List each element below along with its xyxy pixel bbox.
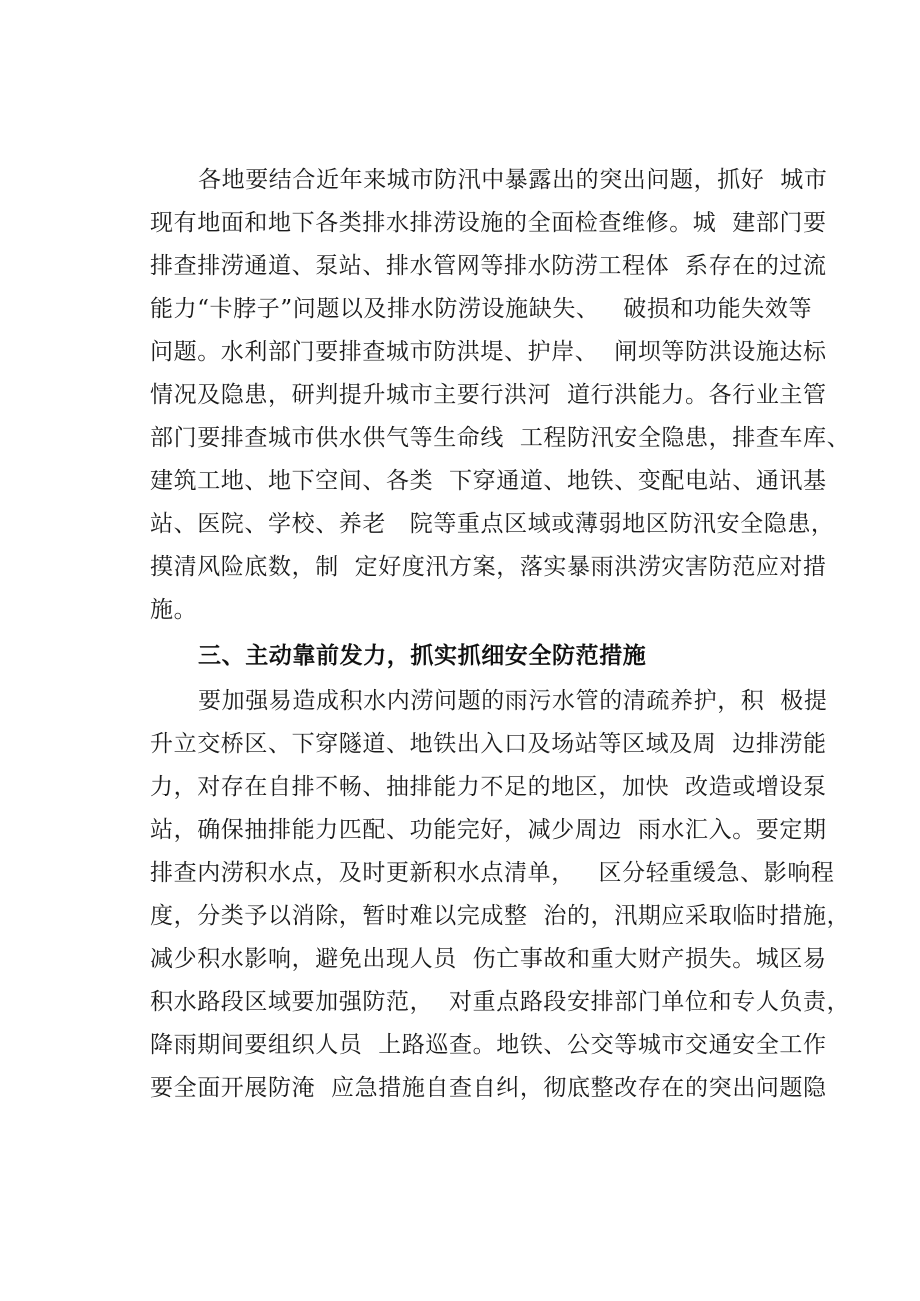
paragraph2-line-5: 排查内涝积水点，及时更新积水点清单， 区分轻重缓急、影响程 xyxy=(150,860,835,886)
paragraph2-line-8: 积水路段区域要加强防范， 对重点路段安排部门单位和专人负责， xyxy=(150,989,851,1015)
paragraph1-line-5: 问题。水利部门要排查城市防洪堤、护岸、 闸坝等防洪设施达标 xyxy=(150,339,827,365)
paragraph1-line-7: 部门要排查城市供水供气等生命线 工程防汛安全隐患，排查车库、 xyxy=(150,425,851,451)
paragraph1-line-2: 现有地面和地下各类排水排涝设施的全面检查维修。城 建部门要 xyxy=(150,210,827,236)
paragraph2-line-4: 站，确保抽排能力匹配、功能完好，减少周边 雨水汇入。要定期 xyxy=(150,817,827,843)
paragraph2-line-9: 降雨期间要组织人员 上路巡查。地铁、公交等城市交通安全工作 xyxy=(150,1032,827,1058)
paragraph1-line-6: 情况及隐患，研判提升城市主要行洪河 道行洪能力。各行业主管 xyxy=(150,382,827,408)
paragraph2-line-3: 力，对存在自排不畅、抽排能力不足的地区，加快 改造或增设泵 xyxy=(150,774,827,800)
paragraph1-line-1: 各地要结合近年来城市防汛中暴露出的突出问题，抓好 城市 xyxy=(198,167,828,193)
paragraph1-line-8: 建筑工地、地下空间、各类 下穿通道、地铁、变配电站、通讯基 xyxy=(150,468,827,494)
paragraph2-line-10: 要全面开展防淹 应急措施自查自纠，彻底整改存在的突出问题隐 xyxy=(150,1075,827,1101)
paragraph1-line-10: 摸清风险底数，制 定好度汛方案，落实暴雨洪涝灾害防范应对措 xyxy=(150,554,827,580)
section-heading: 三、主动靠前发力，抓实抓细安全防范措施 xyxy=(198,643,647,669)
paragraph2-line-2: 升立交桥区、下穿隧道、地铁出入口及场站等区域及周 边排涝能 xyxy=(150,731,827,757)
paragraph2-line-6: 度，分类予以消除，暂时难以完成整 治的，汛期应采取临时措施， xyxy=(150,903,851,929)
paragraph1-line-9: 站、医院、学校、养老 院等重点区域或薄弱地区防汛安全隐患， xyxy=(150,511,835,537)
paragraph2-line-7: 减少积水影响，避免出现人员 伤亡事故和重大财产损失。城区易 xyxy=(150,946,827,972)
paragraph2-line-1: 要加强易造成积水内涝问题的雨污水管的清疏养护，积 极提 xyxy=(198,688,828,714)
paragraph1-line-11: 施。 xyxy=(150,597,198,623)
paragraph1-line-4: 能力“卡脖子”问题以及排水防涝设施缺失、 破损和功能失效等 xyxy=(150,296,813,322)
paragraph1-line-3: 排查排涝通道、泵站、排水管网等排水防涝工程体 系存在的过流 xyxy=(150,253,827,279)
